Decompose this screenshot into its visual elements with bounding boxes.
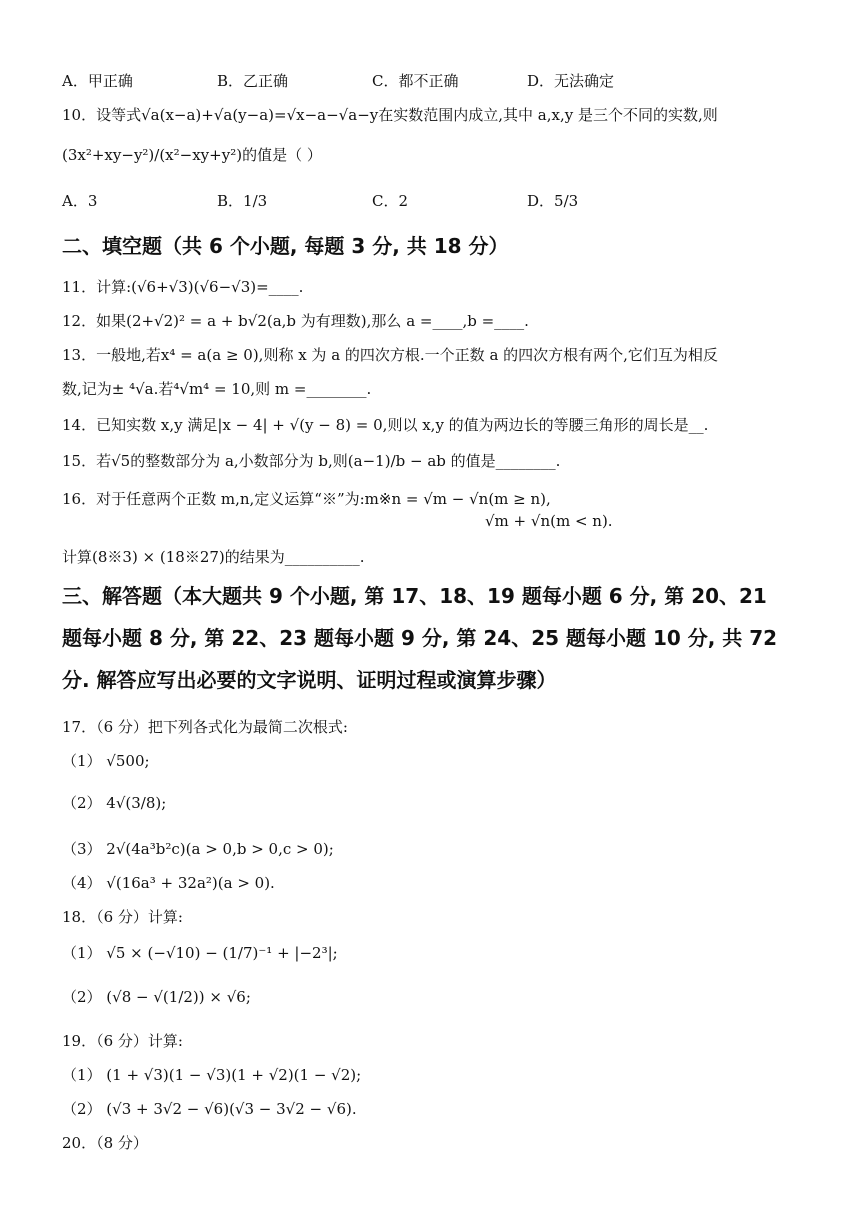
q11: 11．计算:(√6+√3)(√6−√3)=____. — [62, 278, 304, 296]
section-3-title-line1: 三、解答题（本大题共 9 个小题, 第 17、18、19 题每小题 6 分, 第 20、21 — [62, 584, 767, 608]
option-a: A．甲正确 — [62, 72, 133, 90]
q13-line2: 数,记为± ⁴√a.若⁴√m⁴ = 10,则 m =________. — [62, 380, 372, 398]
section-3-title-line3: 分. 解答应写出必要的文字说明、证明过程或演算步骤） — [62, 668, 557, 692]
q10-options — [62, 190, 682, 212]
option-d: D．无法确定 — [527, 72, 615, 90]
q15: 15．若√5的整数部分为 a,小数部分为 b,则(a−1)/b − ab 的值是________. — [62, 452, 561, 470]
option-b: B．乙正确 — [217, 72, 289, 90]
q10-line1: 10．设等式√a(x−a)+√a(y−a)=√x−a−√a−y在实数范围内成立,其中 a,x,y 是三个不同的实数,则 — [62, 106, 718, 124]
q19-title: 19．（6 分）计算: — [62, 1032, 183, 1050]
q19-item: （2） (√3 + 3√2 − √6)(√3 − 3√2 − √6). — [62, 1100, 357, 1118]
q12: 12．如果(2+√2)² = a + b√2(a,b 为有理数),那么 a =____,b =____. — [62, 312, 529, 330]
q17-item: （3） 2√(4a³b²c)(a > 0,b > 0,c > 0); — [62, 840, 334, 858]
section-2-title: 二、填空题（共 6 个小题, 每题 3 分, 共 18 分） — [62, 234, 509, 258]
q14: 14．已知实数 x,y 满足|x − 4| + √(y − 8) = 0,则以 x,y 的值为两边长的等腰三角形的周长是__. — [62, 416, 709, 434]
q13-line1: 13．一般地,若x⁴ = a(a ≥ 0),则称 x 为 a 的四次方根.一个正数 a 的四次方根有两个,它们互为相反 — [62, 346, 718, 364]
q17-title: 17．（6 分）把下列各式化为最简二次根式: — [62, 718, 348, 736]
q17-item: （2） 4√(3/8); — [62, 794, 167, 812]
q16-line3: 计算(8※3) × (18※27)的结果为__________. — [62, 548, 365, 566]
option-c: C．2 — [372, 192, 409, 210]
q9-options — [62, 70, 682, 92]
q16-line1: 16．对于任意两个正数 m,n,定义运算“※”为:m※n = √m − √n(m ≥ n), — [62, 490, 551, 508]
option-b: B．1/3 — [217, 192, 268, 210]
q17-item: （1） √500; — [62, 752, 150, 770]
q20-title: 20．（8 分） — [62, 1134, 148, 1152]
option-c: C．都不正确 — [372, 72, 459, 90]
option-a: A．3 — [62, 192, 98, 210]
q19-item: （1） (1 + √3)(1 − √3)(1 + √2)(1 − √2); — [62, 1066, 362, 1084]
q18-item: （1） √5 × (−√10) − (1/7)⁻¹ + |−2³|; — [62, 944, 338, 962]
q16-line2: √m + √n(m < n). — [485, 512, 613, 530]
q17-item: （4） √(16a³ + 32a²)(a > 0). — [62, 874, 275, 892]
q18-item: （2） (√8 − √(1/2)) × √6; — [62, 988, 251, 1006]
q18-title: 18．（6 分）计算: — [62, 908, 183, 926]
option-d: D．5/3 — [527, 192, 579, 210]
section-3-title-line2: 题每小题 8 分, 第 22、23 题每小题 9 分, 第 24、25 题每小题 10 分, 共 72 — [62, 626, 778, 650]
q10-line2: (3x²+xy−y²)/(x²−xy+y²)的值是（ ） — [62, 146, 322, 164]
